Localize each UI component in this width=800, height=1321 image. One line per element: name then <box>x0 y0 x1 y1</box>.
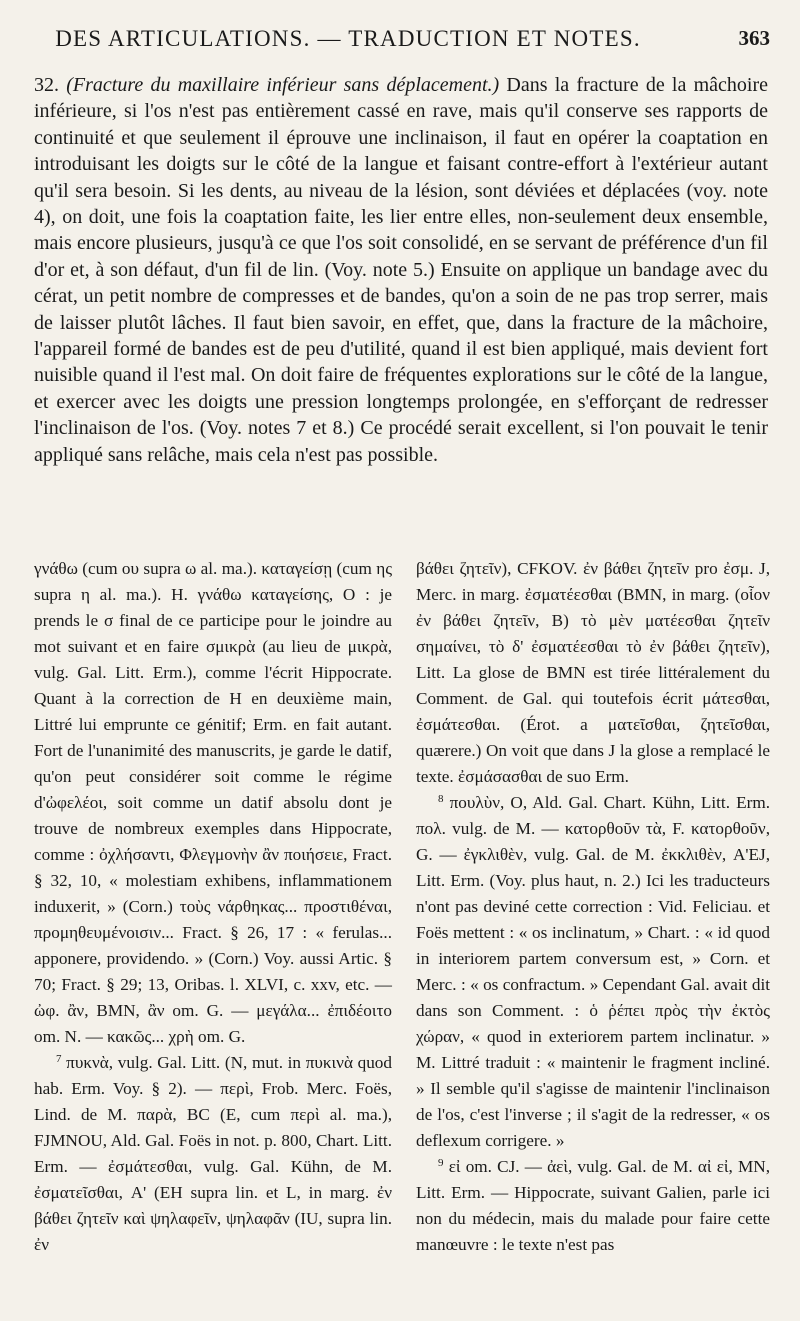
note-8 <box>416 790 770 1154</box>
note-continuation: γνάθω (cum ου supra ω al. ma.). καταγείσῃ (cum ης supra η al. ma.). H. γνάθω καταγείσης, O : je prends le σ final de ce participe pour le joindre au mot suivant et en faire σμικρὰ (au lieu de μικρὰ, vulg. Gal. Litt. Erm.), comme l'écrit Hippocrate. Quant à la correction de H en deuxième main, Littré lui emprunte ce génitif; Erm. en fait autant. Fort de l'unanimité des manuscrits, je garde le datif, qu'on peut considérer soit comme le régime d'ὠφελέοι, soit comme un datif absolu dont je trouve de nombreux exemples dans Hippocrate, comme : ὀχλήσαντι, Φλεγμονὴν ἂν ποιήσειε, Fract. § 32, 10, « molestiam exhibens, inflammationem induxerit, » (Corn.) τοὺς νάρθηκας... προστιθέναι, προμηθευμένοισιν... Fract. § 26, 17 : « ferulas... apponere, providendo. » (Corn.) Voy. aussi Artic. § 70; Fract. § 29; 13, Oribas. l. XLVI, c. xxv, etc. — ὠφ. ἂν, BMN, ἂν om. G. — μεγάλα... ἐπιδέοιτο om. N. — κακῶς... χρὴ om. G. <box>34 559 392 1046</box>
note-9 <box>416 1154 770 1258</box>
note-number: 7 <box>56 1053 62 1065</box>
paragraph-number: 32. <box>34 74 59 96</box>
note-continuation: βάθει ζητεῖν), CFKOV. ἐν βάθει ζητεῖν pro ἐσμ. J, Merc. in marg. ἐσματέεσθαι (BMN, in marg. (οἷον ἐν βάθει ζητεῖν, B) τὸ μὲν ματέεσθαι ζητεῖν σημαίνει, τὸ δ' ἐσματέεσθαι τὸ ἐν βάθει ζητεῖν), Litt. La glose de BMN est tirée littéralement du Comment. de Gal. qui toutefois écrit μάτεσθαι, ἐσμάτεσθαι. (Érot. a ματεῖσθαι, ζητεῖσθαι, quærere.) On voit que dans J la glose a remplacé le texte. ἐσμάσασθαι de suo Erm. <box>416 559 770 786</box>
paragraph-title: (Fracture du maxillaire inférieur sans déplacement.) <box>66 74 500 96</box>
main-paragraph <box>34 72 768 468</box>
running-title: DES ARTICULATIONS. — TRADUCTION ET NOTES. <box>55 26 641 51</box>
paragraph-body: Dans la fracture de la mâchoire inférieure, si l'os n'est pas entièrement cassé en rave, mais qu'il conserve ses rapports de continuité et que seulement il éprouve une inclinaison, il faut en opérer la coaptation en introduisant les doigts sur le côté de la langue et faisant contre-effort à l'extérieur autant qu'il sera besoin. Si les dents, au niveau de la lésion, sont déviées et déplacées (voy. note 4), on doit, une fois la coaptation faite, les lier entre elles, non-seulement deux ensemble, mais encore plusieurs, jusqu'à ce que l'os soit consolidé, en se servant de préférence d'un fil d'or et, à son défaut, d'un fil de lin. (Voy. note 5.) Ensuite on applique un bandage avec du cérat, un petit nombre de compresses et de bandes, qu'on a soin de ne pas trop serrer, mais de laisser plutôt lâches. Il faut bien savoir, en effet, que, dans la fracture de la mâchoire, l'appareil formé de bandes est de peu d'utilité, quand il est bien appliqué, mais devient fort nuisible quand il l'est mal. On doit faire de fréquentes explorations sur le côté de la langue, et exercer avec les doigts une pression longtemps prolongée, en s'efforçant de redresser l'inclinaison de l'os. (Voy. notes 7 et 8.) Ce procédé serait excellent, si l'on pouvait le tenir appliqué sans relâche, mais cela n'est pas possible. <box>34 74 768 466</box>
note-text: εἰ om. CJ. — ἀεὶ, vulg. Gal. de M. αἰ εἰ, MN, Litt. Erm. — Hippocrate, suivant Galien, parle ici non du médecin, mais du malade pour faire cette manœuvre : le texte n'est pas <box>416 1157 771 1254</box>
notes-right-column <box>416 556 770 1258</box>
page-number: 363 <box>738 26 770 50</box>
note-7 <box>34 1050 392 1258</box>
note-number: 8 <box>438 793 444 805</box>
notes-left-column <box>34 556 392 1258</box>
note-number: 9 <box>438 1157 444 1169</box>
note-text: πουλὺν, O, Ald. Gal. Chart. Kühn, Litt. Erm. πολ. vulg. de M. — κατορθοῦν τὰ, F. κατορθοῦν, G. — ἐγκλιθὲν, vulg. Gal. de M. ἐκκλιθὲν, A'EJ, Litt. Erm. (Voy. plus haut, n. 2.) Ici les traducteurs n'ont pas deviné cette correction : Vid. Feliciau. et Foës mettent : « os inclinatum, » Chart. : « id quod in interiorem partem conversum est, » Corn. et Merc. : « os confractum. » Cependant Gal. avait dit dans son Comment. : ὁ ῥέπει πρὸς τὴν ἐκτὸς χώραν, « quod in exteriorem partem inclinatur. » M. Littré traduit : « maintenir le fragment incliné. » Il semble qu'il s'agisse de maintenir l'inclinaison de l'os, c'est l'inverse ; il s'agit de la redresser, « os deflexum corrigere. » <box>416 793 770 1150</box>
page-header <box>36 26 770 62</box>
note-text: πυκνὰ, vulg. Gal. Litt. (N, mut. in πυκινὰ quod hab. Erm. Voy. § 2). — περὶ, Frob. Merc. Foës, Lind. de M. παρὰ, BC (E, cum περὶ al. ma.), FJMNOU, Ald. Gal. Foës in not. p. 800, Chart. Litt. Erm. — ἐσμάτεσθαι, vulg. Gal. Kühn, de M. ἐσματεῖσθαι, A' (EH supra lin. et L, in marg. ἐν βάθει ζητεῖν καὶ ψηλαφεῖν, ψηλαφᾶν (IU, supra lin. ἐν <box>34 1053 392 1254</box>
